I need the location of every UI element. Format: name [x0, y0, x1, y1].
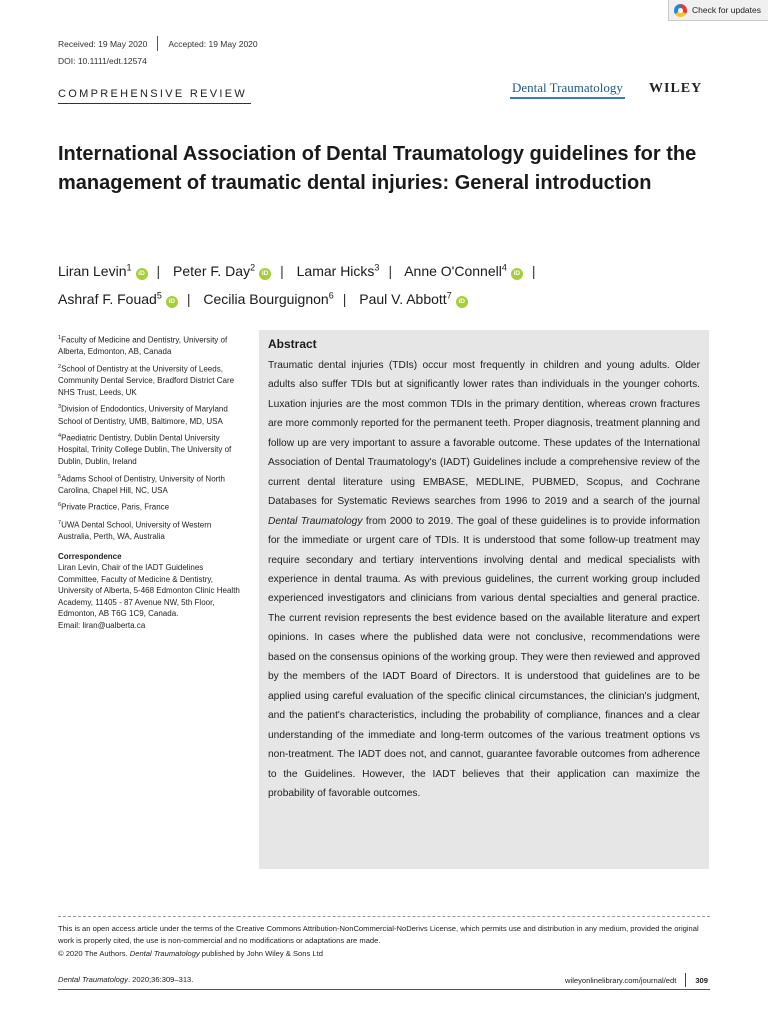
orcid-icon[interactable]: iD — [511, 268, 523, 280]
doi[interactable]: DOI: 10.1111/edt.12574 — [58, 56, 147, 66]
abstract-heading: Abstract — [268, 337, 317, 351]
affiliation: $^6$Private Practice, Paris, France — [58, 502, 170, 513]
orcid-icon[interactable]: iD — [259, 268, 271, 280]
check-for-updates-button[interactable] — [668, 0, 768, 21]
author[interactable]: Liran Levin$^1$iD — [58, 263, 148, 279]
copyright-line: © 2020 The Authors. Dental Traumatology published by John Wiley & Sons Ltd — [58, 949, 323, 958]
affiliations — [58, 333, 246, 632]
footnote-divider — [58, 916, 710, 917]
author[interactable]: Peter F. Day$^2$iD — [173, 263, 271, 279]
affiliation: $^4$Paediatric Dentistry, Dublin Dental University Hospital, Trinity College Dublin, The University of Dublin, Dublin, Ireland — [58, 433, 232, 466]
article-title: International Association of Dental Traumatology guidelines for the management of traumatic dental injuries: General introduction — [58, 143, 697, 194]
check-for-updates-label: Check for updates — [692, 5, 761, 15]
received-date: Received: 19 May 2020 — [58, 38, 148, 49]
abstract-text: Traumatic dental injuries (TDIs) occur most frequently in children and young adults. Older adults also suffer TDIs but at significantly lower rates than individuals in the younger cohorts. Luxation injuries are the most common TDIs in the primary dentition, whereas crown fractures are more commonly reported for the permanent teeth. Proper diagnosis, treatment planning and follow up are very important to assure a favorable outcome. These updates of the International Association of Dental Traumatology's (IADT) Guidelines include a comprehensive review of the current dental literature using EMBASE, MEDLINE, PUBMED, Scopus, and Cochrane Databases for Systematic Reviews searches from 1996 to 2019 and a search of the journal Dental Traumatology from 2000 to 2019. The goal of these guidelines is to provide information for the immediate or urgent care of TDIs. It is understood that some follow-up treatment may require secondary and tertiary interventions involving dental and medical specialists with experience in dental trauma. As with previous guidelines, the current working group included experienced investigators and clinicians from various dental specialties and general practice. The current revision represents the best evidence based on the available literature and expert opinions. In cases where the published data were not conclusive, recommendations were based on the consensus opinions of the working group. They were then reviewed and approved by the members of the IADT Board of Directors. It is understood that guidelines are to be applied using careful evaluation of the specific clinical circumstances, the clinician's judgment, and the patient's characteristics, including the probability of compliance, finances and a clear understanding of the immediate and long-term outcomes of the various treatment options vs non-treatment. The IADT does not, and cannot, guarantee favorable outcomes from adherence to the Guidelines. However, the IADT believes that their application can maximize the probability of favorable outcomes. — [268, 360, 700, 799]
accepted-date: Accepted: 19 May 2020 — [168, 38, 258, 49]
orcid-icon[interactable]: iD — [136, 268, 148, 280]
affiliation: $^3$Division of Endodontics, University of Maryland School of Dentistry, UMB, Baltimore, MD, USA — [58, 404, 228, 426]
correspondence-email[interactable]: Email: liran@ualberta.ca — [58, 621, 146, 631]
affiliation: $^7$UWA Dental School, University of Western Australia, Perth, WA, Australia — [58, 519, 212, 541]
affiliation: $^1$Faculty of Medicine and Dentistry, University of Alberta, Edmonton, AB, Canada — [58, 335, 228, 357]
journal-url[interactable]: wileyonlinelibrary.com/journal/edt — [565, 975, 677, 985]
article-dates — [58, 36, 258, 51]
license-text: This is an open access article under the terms of the Creative Commons Attribution-NonCommercial-NoDerivs License, which permits use and distribution in any medium, provided the original work is properly cited, the use is non-commercial and no modifications or adaptations are made. — [58, 924, 699, 945]
orcid-icon[interactable]: iD — [166, 296, 178, 308]
date-separator — [157, 36, 158, 51]
author[interactable]: Paul V. Abbott$^7$iD — [359, 291, 467, 307]
article-type: COMPREHENSIVE REVIEW — [58, 88, 248, 100]
footer-separator — [685, 973, 686, 987]
author[interactable]: Ashraf F. Fouad$^5$iD — [58, 291, 178, 307]
footer-right — [530, 973, 708, 987]
author[interactable]: Lamar Hicks$^3$ — [296, 262, 380, 279]
author[interactable]: Cecilia Bourguignon$^6$ — [203, 290, 334, 308]
publisher-logo[interactable]: WILEY — [649, 81, 703, 96]
footer-rule — [58, 989, 710, 990]
author[interactable]: Anne O'Connell$^4$iD — [404, 263, 523, 279]
affiliation: $^2$School of Dentistry at the University of Leeds, Community Dental Service, Bradford District Care NHS Trust, Leeds, UK — [58, 363, 235, 397]
crossmark-icon — [674, 4, 687, 17]
abstract-box — [259, 330, 709, 869]
correspondence-body: Liran Levin, Chair of the IADT Guidelines Committee, Faculty of Medicine & Dentistry, University of Alberta, 5-468 Edmonton Clinic Health Academy, 11405 - 87 Avenue NW, 5th Floor, Edmonton, AB T6G 1C9, Canada. — [58, 563, 240, 619]
author-list: Liran Levin$^1$iD | Peter F. Day$^2$iD | Lamar Hicks$^3$ | Anne O'Connell$^4$iD | Ashraf F. Fouad$^5$iD | Cecilia Bourguignon$^6$ | Paul V. Abbott$^7$iD — [58, 262, 536, 308]
journal-logo[interactable]: Dental Traumatology — [510, 80, 625, 99]
article-type-rule — [58, 103, 251, 104]
orcid-icon[interactable]: iD — [456, 296, 468, 308]
footer-citation: Dental Traumatology. 2020;36:309–313. — [58, 975, 194, 984]
page-number: 309 — [695, 975, 708, 985]
correspondence-heading: Correspondence — [58, 551, 122, 561]
affiliation: $^5$Adams School of Dentistry, University of North Carolina, Chapel Hill, NC, USA — [58, 473, 225, 495]
